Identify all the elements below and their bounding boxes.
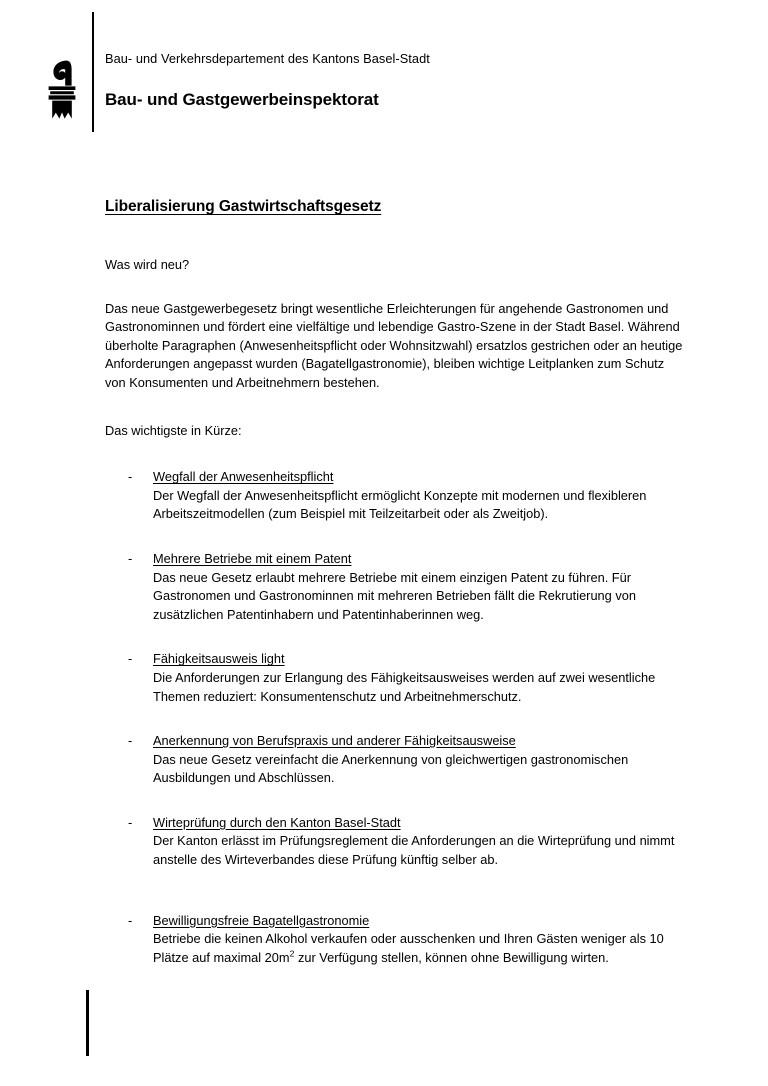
list-item-body: Der Kanton erlässt im Prüfungsreglement die Anforderungen an die Wirteprüfung und nimmt anstelle des Wirteverbandes diese Prüfung künftig selber ab. (153, 833, 675, 868)
bullet-dash: - (128, 651, 133, 667)
list-item (105, 550, 687, 624)
office-name: Bau- und Gastgewerbeinspektorat (105, 90, 379, 109)
baselstab-coat-of-arms-icon (44, 60, 80, 126)
list-item-body-part1: Betriebe die keinen Alkohol verkaufen oder ausschenken und Ihren Gästen weniger als 10 Plätze auf maximal 20m (153, 931, 664, 965)
document-body (105, 198, 687, 993)
section-question: Was wird neu? (105, 257, 190, 272)
list-item-body: Der Wegfall der Anwesenheitspflicht ermöglicht Konzepte mit modernen und flexibleren Arbeitszeitmodellen (zum Beispiel mit Teilzeitarbeit oder als Zweitjob). (153, 487, 647, 522)
letterhead-vertical-rule (92, 12, 94, 132)
list-item-title: Wirteprüfung durch den Kanton Basel-Stadt (153, 814, 401, 830)
list-item-title: Anerkennung von Berufspraxis und anderer Fähigkeitsausweise (153, 733, 516, 749)
list-item-body: Das neue Gesetz erlaubt mehrere Betriebe mit einem einzigen Patent zu führen. Für Gastronomen und Gastronominnen mit mehreren Betrieben fällt die Rekrutierung von zusätzlichen Patentinhabern und Patentinhaberinnen weg. (153, 569, 636, 622)
list-item (105, 814, 687, 870)
list-item-body: Das neue Gesetz vereinfacht die Anerkennung von gleichwertigen gastronomischen Ausbildungen und Abschlüssen. (153, 751, 629, 786)
area-superscript: 2 (289, 948, 295, 959)
list-item (105, 912, 687, 968)
list-item-body (153, 930, 687, 967)
bullet-dash: - (128, 469, 133, 485)
department-name: Bau- und Verkehrsdepartement des Kantons Basel-Stadt (105, 51, 430, 66)
list-item (105, 468, 687, 524)
list-item-title: Fähigkeitsausweis light (153, 651, 285, 667)
bullet-dash: - (128, 912, 133, 928)
list-item-title: Wegfall der Anwesenheitspflicht (153, 469, 334, 485)
list-item (105, 732, 687, 788)
bullet-dash: - (128, 550, 133, 566)
letterhead (0, 0, 768, 150)
intro-paragraph: Das neue Gastgewerbegesetz bringt wesentliche Erleichterungen für angehende Gastronomen und Gastronominnen und fördert eine vielfältige und lebendige Gastro-Szene in der Stadt Basel. Während überholte Paragraphen (Anwesenheitspflicht oder Wohnsitzwahl) ersatzlos gestrichen oder an heutige Anforderungen angepasst wurden (Bagatellgastronomie), bleiben wichtige Leitplanken zum Schutz von Konsumenten und Arbeitnehmern bestehen. (105, 300, 683, 390)
list-item-title: Mehrere Betriebe mit einem Patent (153, 550, 352, 566)
summary-lead: Das wichtigste in Kürze: (105, 422, 242, 438)
key-points-list (105, 468, 687, 967)
list-item-title: Bewilligungsfreie Bagatellgastronomie (153, 912, 370, 928)
list-item (105, 650, 687, 706)
list-item-body-part2: zur Verfügung stellen, können ohne Bewilligung wirten. (294, 949, 609, 965)
list-item-body: Die Anforderungen zur Erlangung des Fähigkeitsausweises werden auf zwei wesentliche Themen reduziert: Konsumentenschutz und Arbeitnehmerschutz. (153, 669, 656, 704)
page-title: Liberalisierung Gastwirtschaftsgesetz (105, 198, 382, 215)
bullet-dash: - (128, 814, 133, 830)
bullet-dash: - (128, 733, 133, 749)
footer-vertical-rule (86, 990, 89, 1056)
